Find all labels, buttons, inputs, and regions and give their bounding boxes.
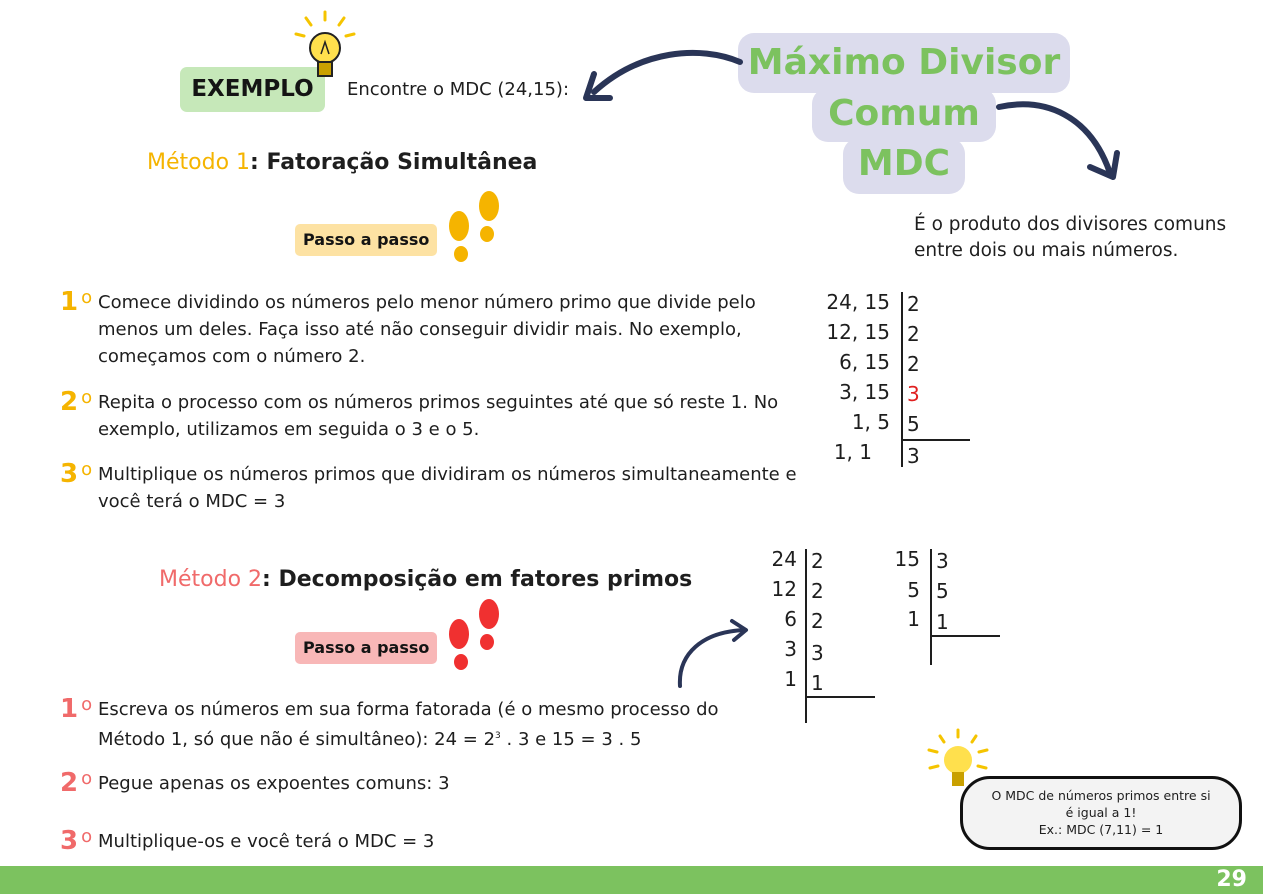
table-left-value: 15: [894, 547, 920, 571]
table-left-value: 6, 15: [839, 350, 890, 374]
table-horizontal-line: [930, 635, 1000, 637]
method2-label: Método 2: [159, 567, 263, 592]
method1-step1-text: Comece dividindo os números pelo menor número primo que divide pelo menos um deles. Faça isso até não conseguir dividir mais. No exemplo, começamos com o número 2.: [98, 292, 756, 367]
footer-bar: [0, 866, 1263, 894]
table-left-value: 5: [907, 578, 920, 602]
method2-step1-text: [98, 696, 758, 753]
lightbulb-icon: [292, 10, 358, 88]
method2-step1-line2: Método 1, só que não é simultâneo): $24 = 2^3$ . 3 e 15 = 3 . 5: [98, 729, 642, 750]
table-left-value: 6: [784, 607, 797, 631]
table-left-value: 3, 15: [839, 380, 890, 404]
table-divisor: 2: [907, 292, 920, 316]
method1-step3-number: 3 $^o$: [60, 459, 93, 489]
tip-box: [960, 776, 1242, 850]
table-left-value: 24: [771, 547, 797, 571]
title-line-1: Máximo Divisor: [738, 33, 1070, 93]
table-left-value: 3: [784, 637, 797, 661]
arrow-right-icon: [995, 95, 1125, 185]
table-left-value: 1, 5: [851, 410, 890, 434]
table-divisor: 3: [811, 641, 824, 665]
tip-line-3: Ex.: MDC (7,11) = 1: [1038, 822, 1164, 837]
method2-separator: :: [262, 567, 271, 592]
table-divisor: 3: [907, 444, 920, 468]
method2-step3-number: 3 $^o$: [60, 826, 93, 856]
table-left-value: 12: [771, 577, 797, 601]
method1-label: Método 1: [147, 150, 251, 175]
method1-heading: [147, 150, 537, 175]
example-text: Encontre o MDC (24,15):: [347, 79, 570, 100]
table-divisor: 2: [907, 322, 920, 346]
table-divisor: 2: [811, 609, 824, 633]
title-line-2: Comum: [812, 88, 996, 142]
title-line-3: MDC: [843, 138, 965, 194]
tip-line-1: O MDC de números primos entre si: [991, 788, 1211, 803]
table-horizontal-line: [901, 439, 970, 441]
method1-step2-number: 2 $^o$: [60, 387, 93, 417]
method2-step1-line1: Escreva os números em sua forma fatorada (é o mesmo processo do: [98, 699, 719, 720]
method2-step2-text: Pegue apenas os expoentes comuns: 3: [98, 773, 450, 794]
footprints-yellow-icon: [445, 190, 507, 270]
tip-line-2: é igual a 1!: [1065, 805, 1137, 820]
method2-name: Decomposição em fatores primos: [270, 567, 693, 592]
method1-step2-text: Repita o processo com os números primos seguintes até que só reste 1. No exemplo, utilizamos em seguida o 3 e o 5.: [98, 392, 779, 440]
table-divisor: 2: [811, 579, 824, 603]
table-left-value: 1: [784, 667, 797, 691]
table-vertical-line: [930, 549, 932, 665]
method1-name: Fatoração Simultânea: [258, 150, 538, 175]
method1-step1-number: 1 $^o$: [60, 287, 93, 317]
table-divisor: 2: [907, 352, 920, 376]
method1-step-by-step-badge: Passo a passo: [295, 224, 437, 256]
table-divisor: 1: [936, 610, 949, 634]
table-left-value: 24, 15: [826, 290, 890, 314]
method2-step2-number: 2 $^o$: [60, 768, 93, 798]
table-divisor: 5: [936, 579, 949, 603]
arrow-left-icon: [580, 40, 750, 110]
table-divisor: 3: [907, 382, 920, 406]
method1-step3-text: Multiplique os números primos que dividiram os números simultaneamente e você terá o MDC = 3: [98, 464, 797, 512]
table-horizontal-line: [805, 696, 875, 698]
table-divisor: 2: [811, 549, 824, 573]
method2-heading: [159, 567, 692, 592]
table-divisor: 3: [936, 549, 949, 573]
table-left-value: 1: [907, 607, 920, 631]
definition-text: É o produto dos divisores comuns entre dois ou mais números.: [914, 214, 1227, 261]
table-divisor: 1: [811, 671, 824, 695]
method1-separator: :: [250, 150, 259, 175]
table-left-value: 1, 1: [833, 440, 872, 464]
page-number: 29: [1216, 867, 1247, 892]
method2-step1-number: 1 $^o$: [60, 694, 93, 724]
footprints-red-icon: [445, 598, 507, 678]
exponent: 3: [495, 731, 501, 741]
method2-step3-text: Multiplique-os e você terá o MDC = 3: [98, 831, 435, 852]
arrow-up-right-icon: [672, 618, 754, 690]
method2-step-by-step-badge: Passo a passo: [295, 632, 437, 664]
table-divisor: 5: [907, 412, 920, 436]
example-badge: EXEMPLO: [180, 67, 325, 112]
table-left-value: 12, 15: [826, 320, 890, 344]
